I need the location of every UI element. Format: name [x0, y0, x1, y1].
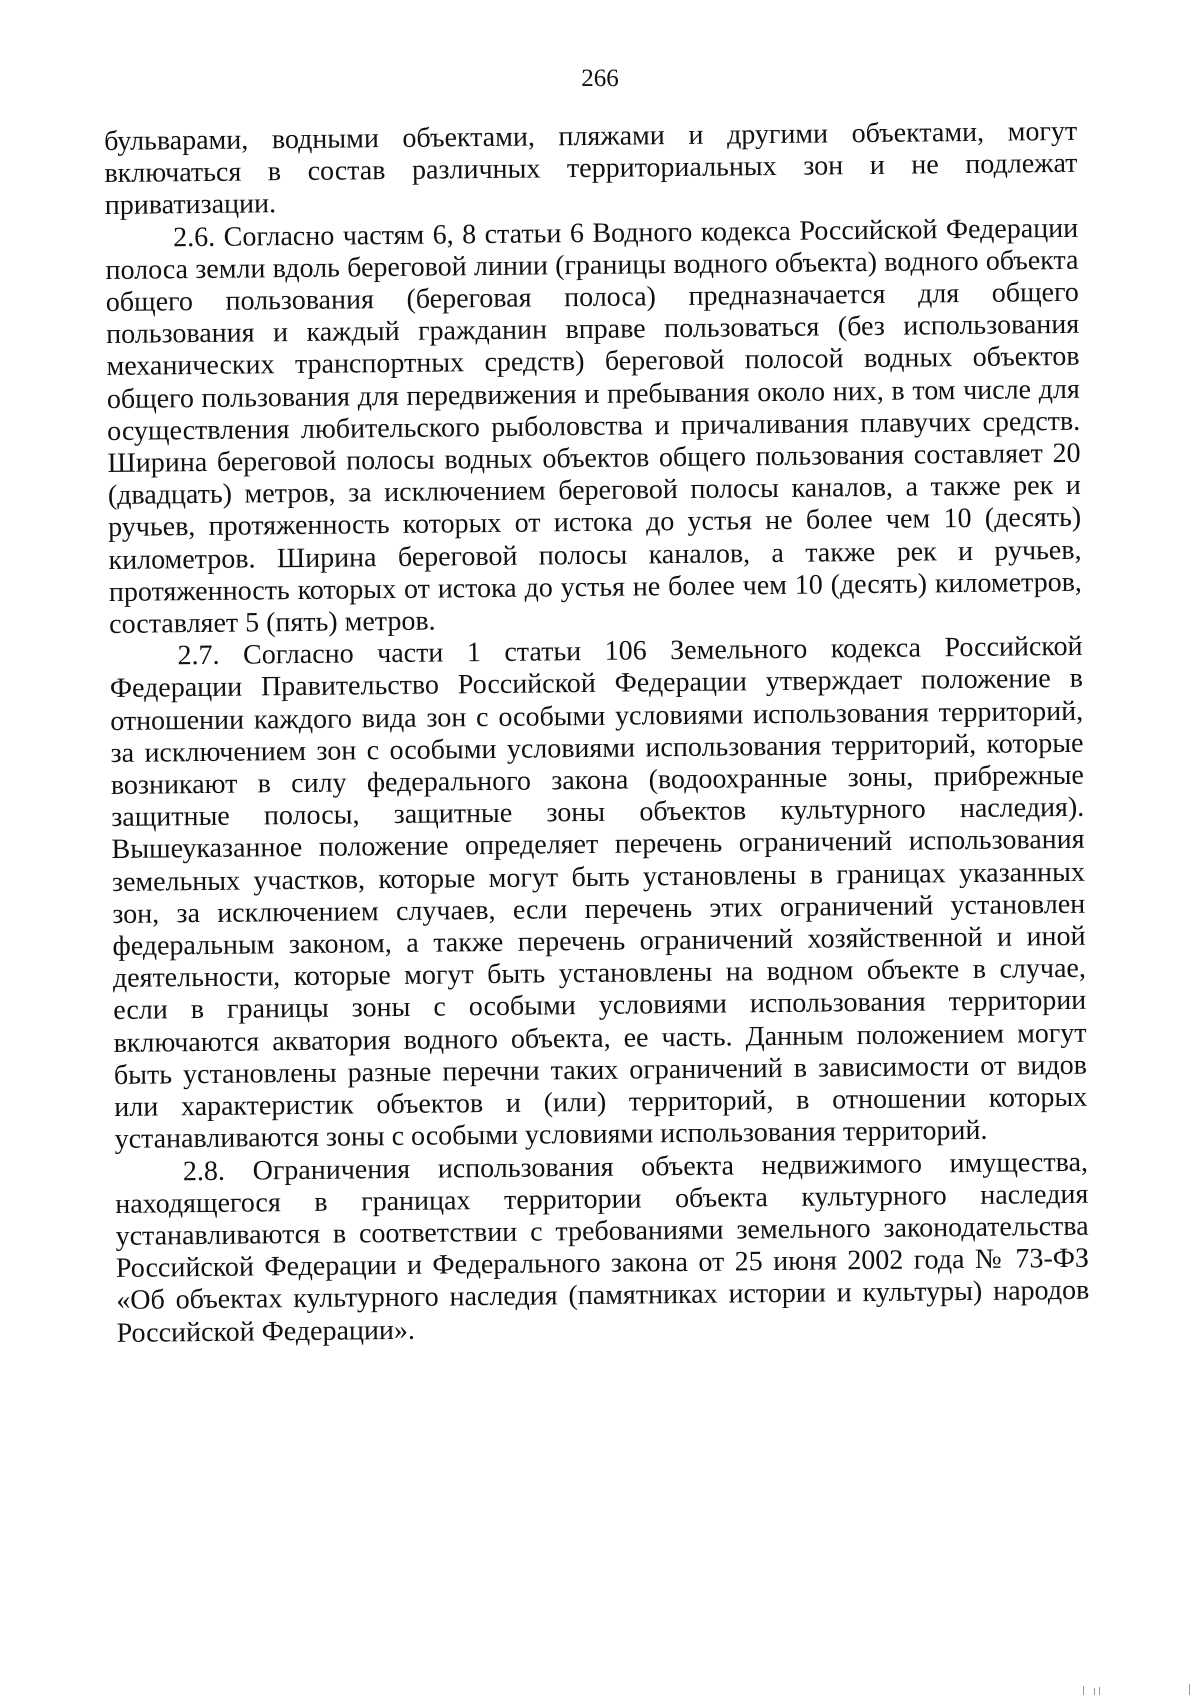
scan-mark — [1083, 1686, 1084, 1695]
scan-mark — [1099, 1687, 1100, 1695]
scan-mark — [1094, 1688, 1095, 1695]
paragraph-2-6: 2.6. Согласно частям 6, 8 статьи 6 Водного кодекса Российской Федерации полоса земли вдоль береговой линии (границы водного объекта) водного объекта общего пользования (береговая полоса) предназначается для общего пользования и каждый гражданин вправе пользоваться (без использования механических транспортных средств) береговой полосой водных объектов общего пользования для передвижения и пребывания около них, в том числе для осуществления любительского рыболовства и причаливания плавучих средств. Ширина береговой полосы водных объектов общего пользования составляет 20 (двадцать) метров, за исключением береговой полосы каналов, а также рек и ручьев, протяженность которых от истока до устья не более чем 10 (десять) километров. Ширина береговой полосы каналов, а также рек и ручьев, протяженность которых от истока до устья не более чем 10 (десять) километров, составляет 5 (пять) метров. — [105, 212, 1082, 641]
paragraph-2-7: 2.7. Согласно части 1 статьи 106 Земельного кодекса Российской Федерации Правительство Российской Федерации утверждает положение в отношении каждого вида зон с особыми условиями использования территорий, за исключением зон с особыми условиями использования территорий, которые возникают в силу федерального закона (водоохранные зоны, прибрежные защитные полосы, защитные зоны объектов культурного наследия). Вышеуказанное положение определяет перечень ограничений использования земельных участков, которые могут быть установлены в границах указанных зон, за исключением случаев, если перечень этих ограничений установлен федеральным законом, а также перечень ограничений хозяйственной и иной деятельности, которые могут быть установлены на водном объекте в случае, если в границы зоны с особыми условиями использования территории включаются акватория водного объекта, ее часть. Данным положением могут быть установлены разные перечни таких ограничений в зависимости от видов или характеристик объектов и (или) территорий, в отношении которых устанавливаются зоны с особыми условиями использования территорий. — [109, 631, 1088, 1156]
scan-mark — [1189, 1684, 1190, 1695]
paragraph-2-8: 2.8. Ограничения использования объекта недвижимого имущества, находящегося в границах территории объекта культурного наследия устанавливаются в соответствии с требованиями земельного законодательства Российской Федерации и Федерального закона от 25 июня 2002 года № 73-ФЗ «Об объектах культурного наследия (памятниках истории и культуры) народов Российской Федерации». — [115, 1146, 1090, 1349]
document-body — [104, 116, 1090, 1350]
page-number: 266 — [581, 65, 619, 92]
paragraph-continuation: бульварами, водными объектами, пляжами и другими объектами, могут включаться в состав различных территориальных зон и не подлежат приватизации. — [104, 115, 1078, 222]
